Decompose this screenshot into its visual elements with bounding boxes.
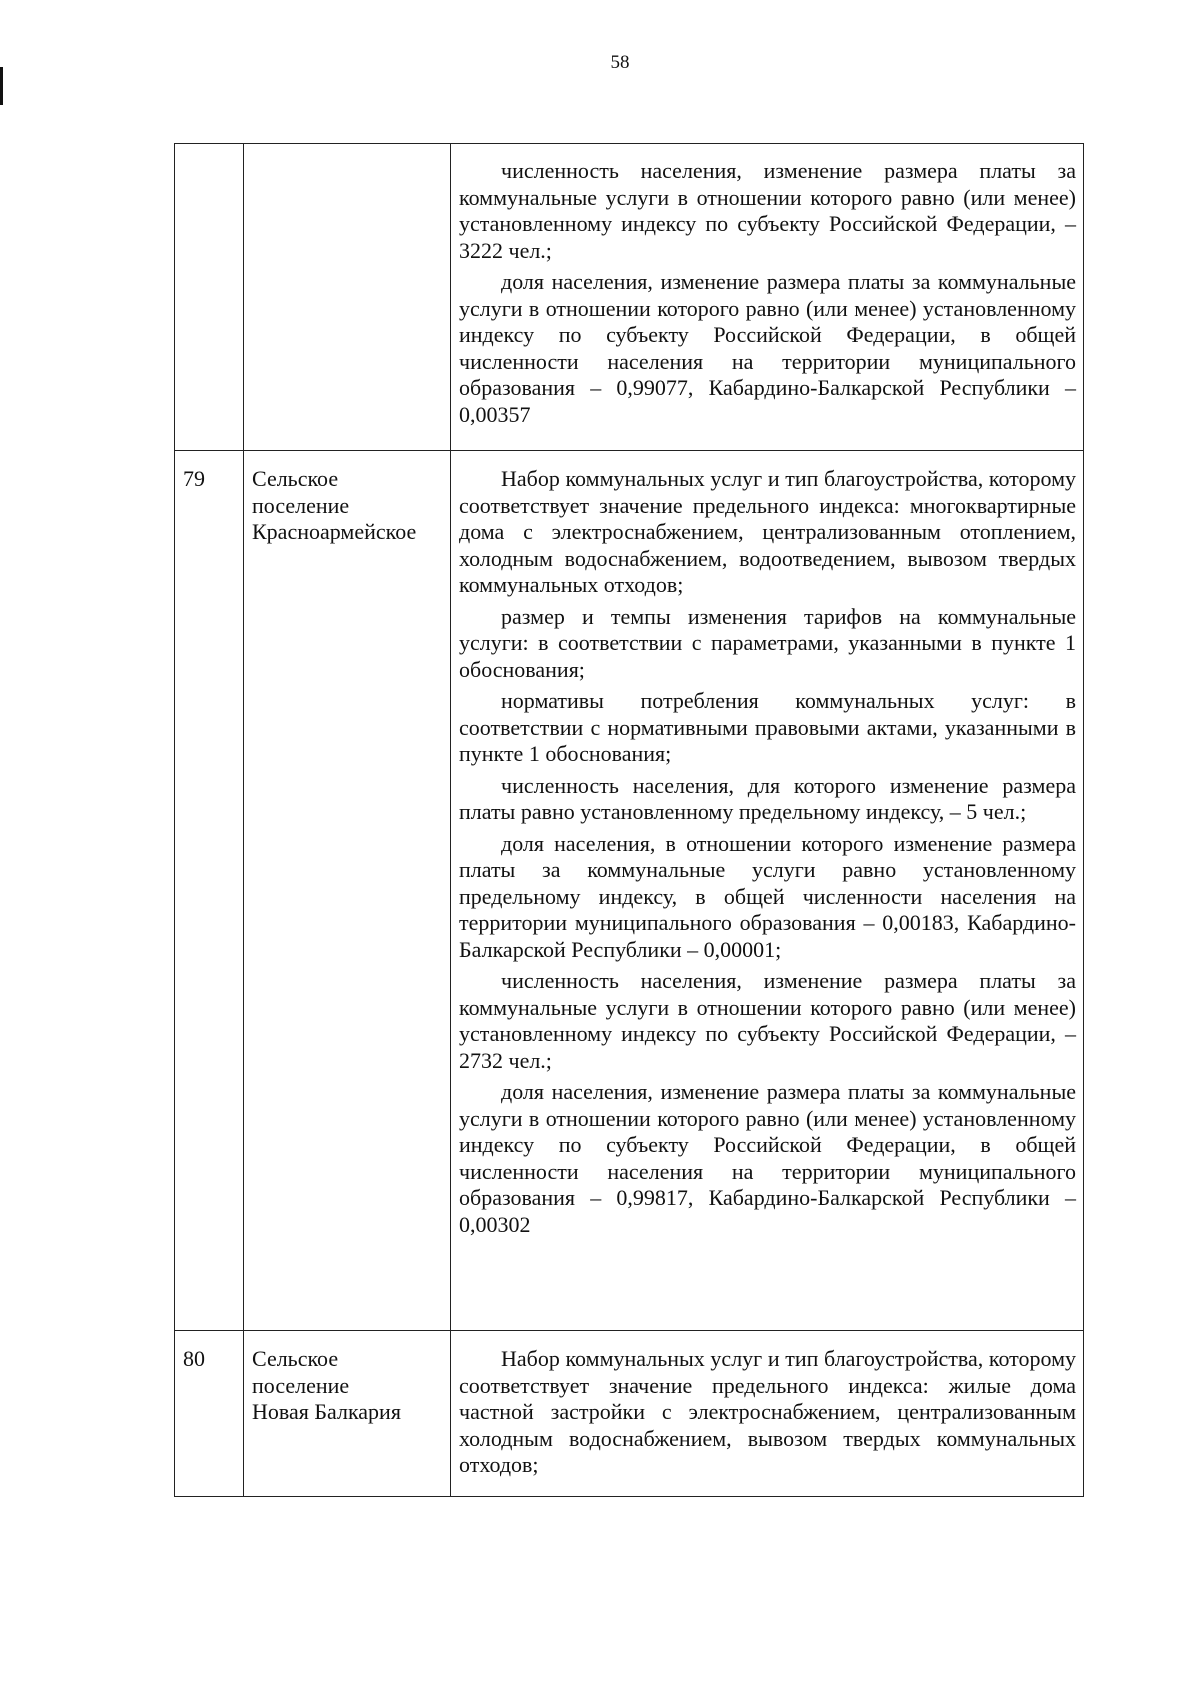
paragraph: размер и темпы изменения тарифов на коммунальные услуги: в соответствии с параметрами, указанными в пункте 1 обоснования; [459, 603, 1076, 682]
paragraph: доля населения, изменение размера платы за коммунальные услуги в отношении которого равно (или менее) установленному индексу по субъекту Российской Федерации, в общей численности населения на территории муниципального образования – 0,99077, Кабардино-Балкарской Республики – 0,00357 [459, 269, 1076, 427]
table-row [175, 1331, 1084, 1497]
row-content [451, 451, 1084, 1331]
row-number: 79 [175, 451, 244, 1331]
paragraph: доля населения, в отношении которого изменение размера платы за коммунальные услуги равно установленному предельному индексу, в общей численности населения на территории муниципального образования – 0,00183, Кабардино-Балкарской Республики – 0,00001; [459, 830, 1076, 962]
row-content [451, 144, 1084, 451]
paragraph: нормативы потребления коммунальных услуг: в соответствии с нормативными правовыми актами, указанными в пункте 1 обоснования; [459, 688, 1076, 766]
page-number: 58 [610, 52, 630, 73]
tariff-table [174, 143, 1084, 1497]
paragraph: Набор коммунальных услуг и тип благоустройства, которому соответствует значение предельного индекса: жилые дома частной застройки с электроснабжением, централизованным холодным водоснабжением, вывозом твердых коммунальных отходов; [459, 1346, 1076, 1477]
row-content [451, 1331, 1084, 1497]
row-number [175, 144, 244, 451]
name-line: поселение [252, 492, 350, 518]
municipality-name [244, 144, 451, 451]
paragraph: Набор коммунальных услуг и тип благоустройства, которому соответствует значение предельного индекса: многоквартирные дома с электроснабжением, централизованным отоплением, холодным водоснабжением, водоотведением, вывозом твердых коммунальных отходов; [459, 466, 1076, 597]
name-line: Сельское [252, 466, 339, 491]
paragraph: численность населения, изменение размера платы за коммунальные услуги в отношении которого равно (или менее) установленному индексу по субъекту Российской Федерации, – 3222 чел.; [459, 158, 1076, 263]
table-row [175, 451, 1084, 1331]
name-line: Красноармейское [252, 519, 417, 544]
row-number: 80 [175, 1331, 244, 1497]
name-line: поселение [252, 1372, 350, 1398]
paragraph: доля населения, изменение размера платы за коммунальные услуги в отношении которого равно (или менее) установленному индексу по субъекту Российской Федерации, в общей численности населения на территории муниципального образования – 0,99817, Кабардино-Балкарской Республики – 0,00302 [459, 1079, 1076, 1237]
name-line: Новая Балкария [252, 1399, 401, 1424]
municipality-name [244, 451, 451, 1331]
table-row [175, 144, 1084, 451]
margin-mark [0, 67, 3, 105]
municipality-name [244, 1331, 451, 1497]
paragraph: численность населения, для которого изменение размера платы равно установленному предельному индексу, – 5 чел.; [459, 772, 1076, 824]
paragraph: численность населения, изменение размера платы за коммунальные услуги в отношении которого равно (или менее) установленному индексу по субъекту Российской Федерации, – 2732 чел.; [459, 968, 1076, 1073]
name-line: Сельское [252, 1346, 339, 1371]
